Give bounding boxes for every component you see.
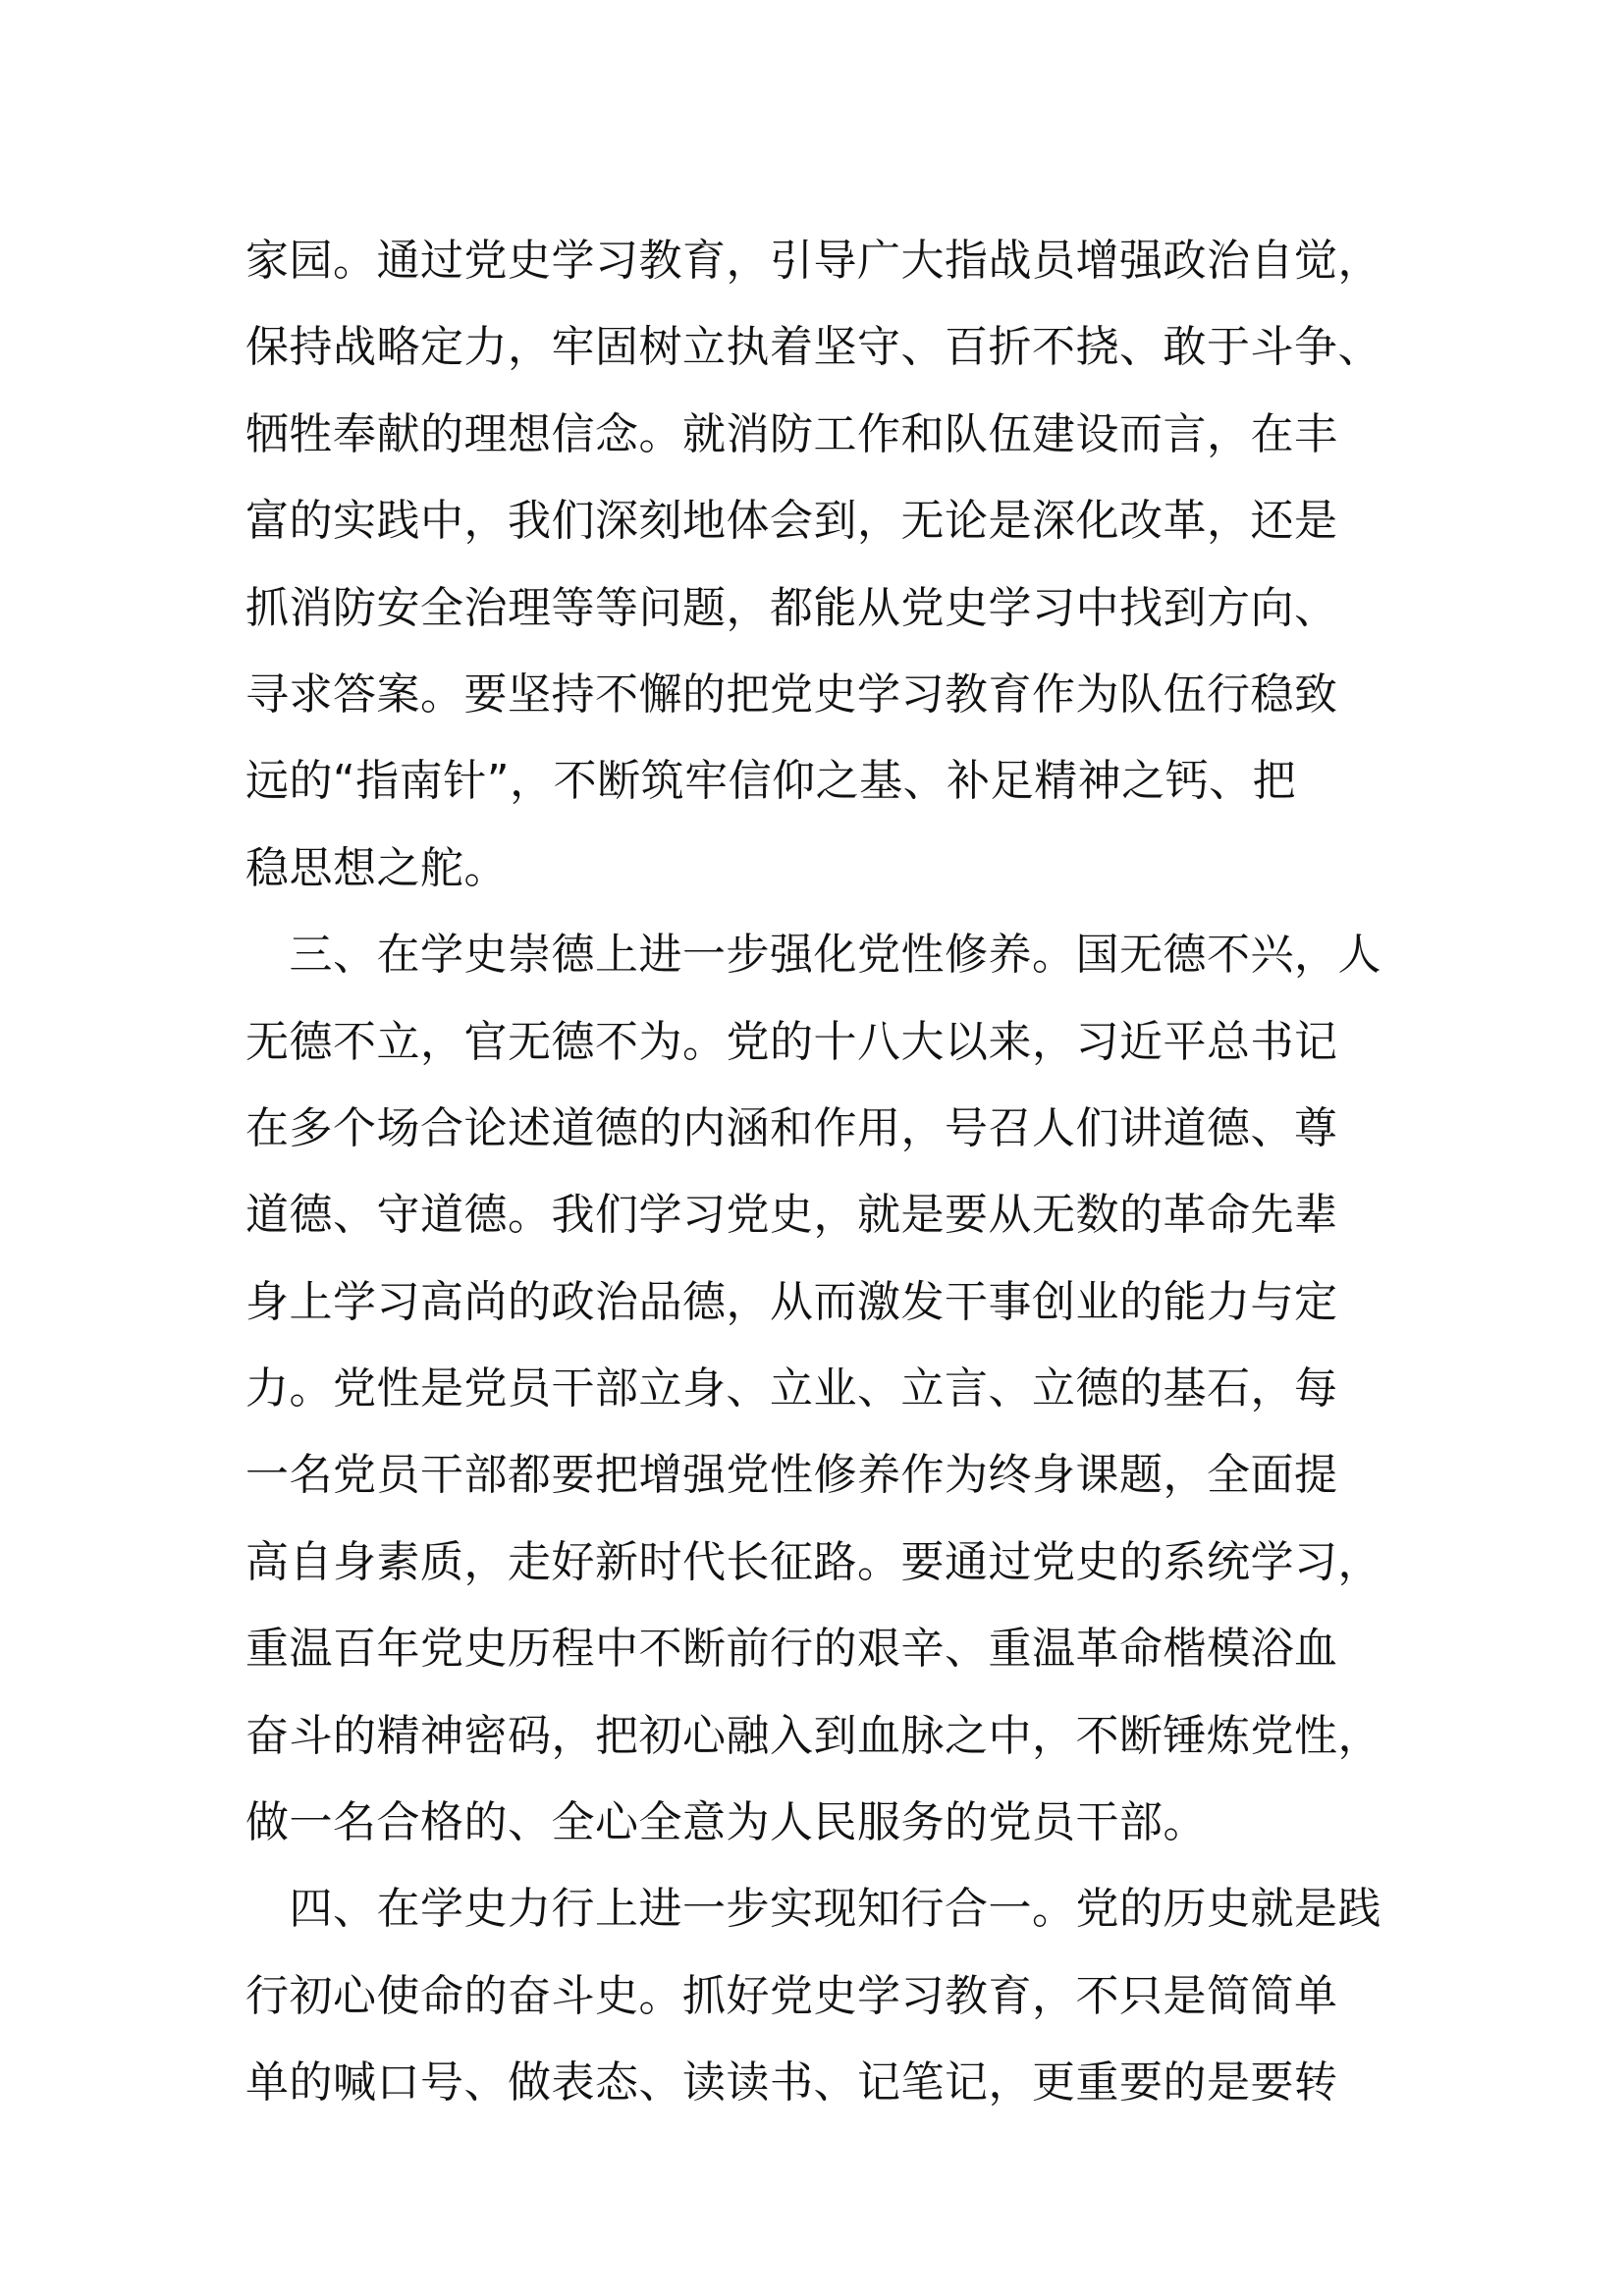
body-text	[245, 218, 1394, 2127]
text-line-7: 远的“指南针”，不断筑牢信仰之基、补足精神之钙、把	[245, 756, 1297, 807]
text-line-5: 抓消防安全治理等等问题，都能从党史学习中找到方向、	[245, 582, 1338, 633]
text-line-6: 寻求答案。要坚持不懈的把党史学习教育作为队伍行稳致	[245, 668, 1338, 720]
text-line-4: 富的实践中，我们深刻地体会到，无论是深化改革，还是	[245, 496, 1338, 547]
section-three-heading-line: 三、在学史崇德上进一步强化党性修养。国无德不兴，人	[245, 930, 1381, 981]
text-line-13: 身上学习高尚的政治品德，从而激发干事创业的能力与定	[245, 1276, 1338, 1327]
section-four-heading-line: 四、在学史力行上进一步实现知行合一。党的历史就是践	[245, 1884, 1381, 1935]
text-line-18: 奋斗的精神密码，把初心融入到血脉之中，不断锤炼党性，	[245, 1710, 1381, 1761]
text-line-11: 在多个场合论述道德的内涵和作用，号召人们讲道德、尊	[245, 1102, 1338, 1153]
text-line-2: 保持战略定力，牢固树立执着坚守、百折不挠、敢于斗争、	[245, 322, 1381, 373]
text-line-21: 行初心使命的奋斗史。抓好党史学习教育，不只是简简单	[245, 1970, 1338, 2021]
text-line-15: 一名党员干部都要把增强党性修养作为终身课题，全面提	[245, 1450, 1338, 1501]
text-line-8: 稳思想之舵。	[245, 842, 508, 893]
text-line-19: 做一名合格的、全心全意为人民服务的党员干部。	[245, 1797, 1207, 1848]
text-line-12: 道德、守道德。我们学习党史，就是要从无数的革命先辈	[245, 1190, 1338, 1241]
text-line-10: 无德不立，官无德不为。党的十八大以来，习近平总书记	[245, 1016, 1338, 1067]
text-line-14: 力。党性是党员干部立身、立业、立言、立德的基石，每	[245, 1363, 1338, 1415]
text-line-22: 单的喊口号、做表态、读读书、记笔记，更重要的是要转	[245, 2057, 1338, 2109]
text-line-16: 高自身素质，走好新时代长征路。要通过党史的系统学习，	[245, 1536, 1381, 1587]
text-line-17: 重温百年党史历程中不断前行的艰辛、重温革命楷模浴血	[245, 1624, 1338, 1675]
text-line-3: 牺牲奉献的理想信念。就消防工作和队伍建设而言，在丰	[245, 408, 1338, 459]
text-line-1: 家园。通过党史学习教育，引导广大指战员增强政治自觉，	[245, 236, 1381, 286]
